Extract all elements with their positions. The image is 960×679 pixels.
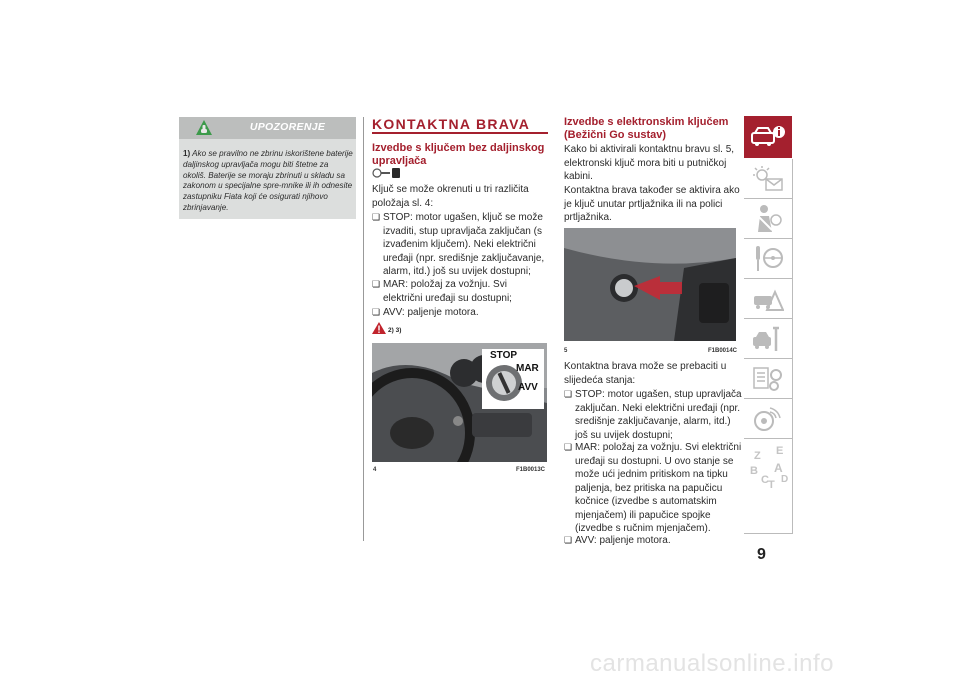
warning-box — [179, 117, 356, 219]
index-letter-a: A — [774, 461, 783, 475]
sidebar-tab-car-info[interactable] — [744, 116, 792, 158]
warning-body: Ako se pravilno ne zbrinu iskorištene baterije daljinskog upravljača mogu biti štetne za okoliš. Baterije se moraju zbrinuti u skladu sa zakonom u specijalne spre-mnike ili ih odnesite zastupniku Fiata koji će osigurati njihovo zbrinjavanje. — [183, 149, 353, 212]
index-letter-b: B — [750, 465, 758, 477]
column-divider — [363, 117, 364, 541]
bullet-avv: ❏ AVV: paljenje motora. — [372, 306, 548, 320]
multimedia-icon — [752, 404, 784, 434]
ignition-photo — [372, 343, 547, 462]
subheading-key: Izvedbe s ključem bez daljinskog upravljača — [372, 142, 545, 167]
figure-5-number: 5 — [564, 348, 568, 354]
steering-wheel-key-icon — [752, 244, 784, 274]
figure-4-number: 4 — [373, 467, 377, 473]
index-letter-c: C — [761, 474, 769, 486]
heading-underline — [372, 132, 548, 134]
section-heading: KONTAKTNA BRAVA — [372, 116, 531, 132]
paragraph-1: Kako bi aktivirali kontaktnu bravu sl. 5, elektronski ključ mora biti u putničkoj kabini. — [564, 144, 735, 182]
warning-header — [179, 117, 356, 139]
bullet-mar: ❏ MAR: položaj za vožnju. Svi električni uređaji su dostupni; — [372, 278, 548, 305]
right-bullet-avv: ❏ AVV: paljenje motora. — [564, 534, 745, 548]
warning-title: UPOZORENJE — [249, 121, 326, 133]
warning-note-number: 1) — [183, 149, 191, 158]
key-position-inset — [482, 349, 544, 409]
label-mar: MAR — [516, 363, 539, 374]
start-button-illustration — [564, 228, 736, 341]
specs-gear-icon — [752, 364, 784, 394]
sidebar-tab-safety[interactable] — [744, 199, 793, 239]
sidebar-tab-maintenance[interactable] — [744, 319, 793, 359]
safety-seatbelt-icon — [754, 204, 782, 234]
sidebar-tab-starting[interactable] — [744, 239, 793, 279]
index-letter-z: Z — [754, 450, 761, 462]
right-bullet-mar: ❏ MAR: položaj za vožnju. Svi električni uređaji su dostupni. U ovo stanje se može ući jednim pritiskom na tipku paljenja, bez pritiska na papučicu kočnice (izvedbe s automatskim mjenjačem) ili papučice spojke (izvedbe s ručnim mjenjačem). — [564, 441, 747, 536]
intro-paragraph: Ključ se može okrenuti u tri različita položaja sl. 4: — [372, 184, 529, 209]
note-references: 2) 3) — [388, 327, 402, 334]
car-info-icon — [750, 124, 786, 150]
key-fob-icon — [372, 166, 402, 180]
index-letter-t: T — [768, 479, 775, 491]
label-stop: STOP — [490, 350, 518, 361]
subheading-electronic-key: Izvedbe s elektronskim ključem (Bežični Go sustav) — [564, 116, 729, 141]
bullet-stop: ❏ STOP: motor ugašen, ključ se može izvaditi, stup upravljača zaključan (s izvađenim ključem). Neki električni uređaji (npr. središnje zaključavanje, alarm, itd.) još su uvijek dostupni; — [372, 211, 548, 279]
warning-triangle-icon — [372, 322, 386, 334]
car-wrench-icon — [752, 324, 784, 354]
page-number: 9 — [757, 546, 766, 563]
label-avv: AVV — [518, 382, 538, 393]
figure-5-code: F1B0014C — [708, 348, 738, 354]
index-letter-d: D — [781, 474, 789, 485]
sidebar-tab-lights[interactable] — [744, 159, 793, 199]
warning-hand-icon — [195, 119, 213, 137]
sidebar-tab-multimedia[interactable] — [744, 399, 793, 439]
start-button-photo — [564, 228, 736, 341]
paragraph-2: Kontaktna brava također se aktivira ako je ključ unutar prtljažnika ili na polici prtljažnika. — [564, 185, 740, 223]
sidebar-tab-technical-data[interactable] — [744, 359, 793, 399]
warning-text — [183, 149, 353, 214]
paragraph-3: Kontaktna brava može se prebaciti u slijedeća stanja: — [564, 361, 727, 386]
emergency-triangle-icon — [752, 284, 784, 314]
watermark: carmanualsonline.info — [590, 650, 834, 677]
lights-envelope-icon — [752, 165, 784, 193]
sidebar-tab-index[interactable] — [744, 439, 793, 534]
right-bullet-stop: ❏ STOP: motor ugašen, stup upravljača zaključan. Neki električni uređaji (npr. središnje zaključavanje, alarm, itd.) još su uvijek dostupni; — [564, 388, 745, 442]
index-letter-e: E — [776, 445, 784, 457]
figure-4-code: F1B0013C — [516, 467, 546, 473]
sidebar-tab-emergency[interactable] — [744, 279, 793, 319]
